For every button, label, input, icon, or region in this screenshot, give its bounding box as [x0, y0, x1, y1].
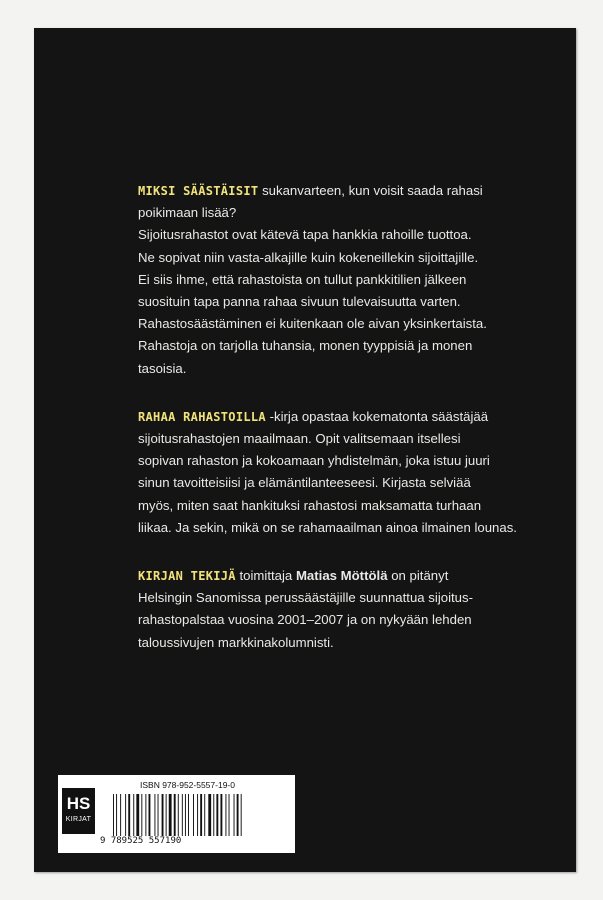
paragraph-line	[138, 180, 590, 202]
paragraph-author	[138, 565, 590, 654]
barcode-bar	[141, 794, 142, 836]
barcode-bar	[188, 794, 189, 836]
paragraph-line: sopivan rahaston ja kokoamaan yhdistelmän, joka istuu juuri	[138, 453, 490, 469]
barcode-bar	[162, 794, 164, 836]
isbn-number: ISBN 978-952-5557-19-0	[140, 780, 235, 790]
barcode-bar	[185, 794, 186, 836]
paragraph-line: Sijoitusrahastot ovat kätevä tapa hankkia rahoille tuottoa.	[138, 227, 472, 243]
barcode-bar	[182, 794, 183, 836]
barcode-bar	[200, 794, 202, 836]
paragraph-book-description	[138, 406, 590, 539]
barcode-bar	[149, 794, 151, 836]
barcode-bar	[229, 794, 230, 836]
barcode-bar	[154, 794, 155, 836]
barcode-bar	[225, 794, 226, 836]
barcode-bar	[204, 794, 205, 836]
barcode-bar	[174, 794, 176, 836]
line-text: toimittaja	[235, 568, 296, 584]
paragraph-line: taloussivujen markkinakolumnisti.	[138, 634, 334, 650]
barcode-bar	[145, 794, 146, 836]
barcode-bar	[133, 794, 134, 836]
lead-heading: KIRJAN TEKIJÄ	[138, 569, 236, 584]
barcode-bar	[128, 794, 130, 836]
barcode-bars	[113, 794, 285, 838]
ean-digits: 9 789525 557190	[100, 836, 182, 846]
barcode-bar	[178, 794, 179, 836]
paragraph-line: myös, miten saat hankituksi rahastosi maksamatta turhaan	[138, 497, 482, 513]
paragraph-line: Helsingin Sanomissa perussäästäjille suunnattua sijoitus-	[138, 590, 473, 606]
paragraph-line: sijoitusrahastojen maailmaan. Opit valitsemaan itsellesi	[138, 431, 461, 447]
publisher-logo	[62, 788, 95, 834]
barcode-bar	[208, 794, 211, 836]
barcode-bar	[193, 794, 194, 836]
lead-heading: MIKSI SÄÄSTÄISIT	[138, 184, 259, 198]
paragraph-intro	[138, 180, 590, 380]
paragraph-line	[138, 565, 590, 587]
lead-heading: RAHAA RAHASTOILLA	[138, 409, 266, 424]
barcode-bar	[241, 794, 242, 836]
barcode-bar	[136, 794, 139, 836]
paragraph-line: tasoisia.	[138, 360, 187, 376]
isbn-barcode-label	[58, 775, 295, 853]
paragraph-line: rahastopalstaa vuosina 2001–2007 ja on nykyään lehden	[138, 612, 472, 628]
publisher-logo-mark: HS	[66, 794, 91, 813]
line-text: sukanvarteen, kun voisit saada rahasi	[258, 183, 483, 198]
barcode-bar	[234, 794, 235, 836]
barcode-bar	[113, 794, 114, 836]
paragraph-line: Ne sopivat niin vasta-alkajille kuin kokeneillekin sijoittajille.	[138, 249, 479, 265]
line-text: -kirja opastaa kokematonta säästäjää	[265, 408, 489, 424]
line-text: on pitänyt	[387, 568, 449, 584]
barcode-bar	[120, 794, 121, 836]
barcode-bar	[169, 794, 172, 836]
barcode-bar	[166, 794, 167, 836]
barcode-bar	[158, 794, 159, 836]
paragraph-line: Rahastoja on tarjolla tuhansia, monen tyyppisiä ja monen	[138, 338, 473, 354]
back-cover-blurb	[138, 180, 590, 680]
barcode-bar	[125, 794, 126, 836]
paragraph-line	[138, 406, 590, 428]
paragraph-line: Ei siis ihme, että rahastoista on tullut pankkitilien jälkeen	[138, 271, 467, 287]
barcode-bar	[237, 794, 239, 836]
paragraph-line: poikimaan lisää?	[138, 205, 237, 221]
barcode-bar	[213, 794, 214, 836]
barcode-bar	[216, 794, 218, 836]
publisher-logo-subtitle: KIRJAT	[65, 816, 92, 823]
paragraph-line: Rahastosäästäminen ei kuitenkaan ole aivan yksinkertaista.	[138, 316, 487, 332]
barcode-bar	[220, 794, 222, 836]
paragraph-line: suosituin tapa panna rahaa sivuun tulevaisuutta varten.	[138, 294, 461, 310]
book-back-cover	[34, 28, 576, 872]
paragraph-line: sinun tavoitteisiisi ja elämäntilanteeseesi. Kirjasta selviää	[138, 475, 471, 491]
barcode-bar	[197, 794, 198, 836]
paragraph-line: liikaa. Ja sekin, mikä on se rahamaailman ainoa ilmainen lounas.	[138, 519, 517, 535]
author-name: Matias Möttölä	[295, 568, 388, 584]
barcode-bar	[116, 794, 117, 836]
